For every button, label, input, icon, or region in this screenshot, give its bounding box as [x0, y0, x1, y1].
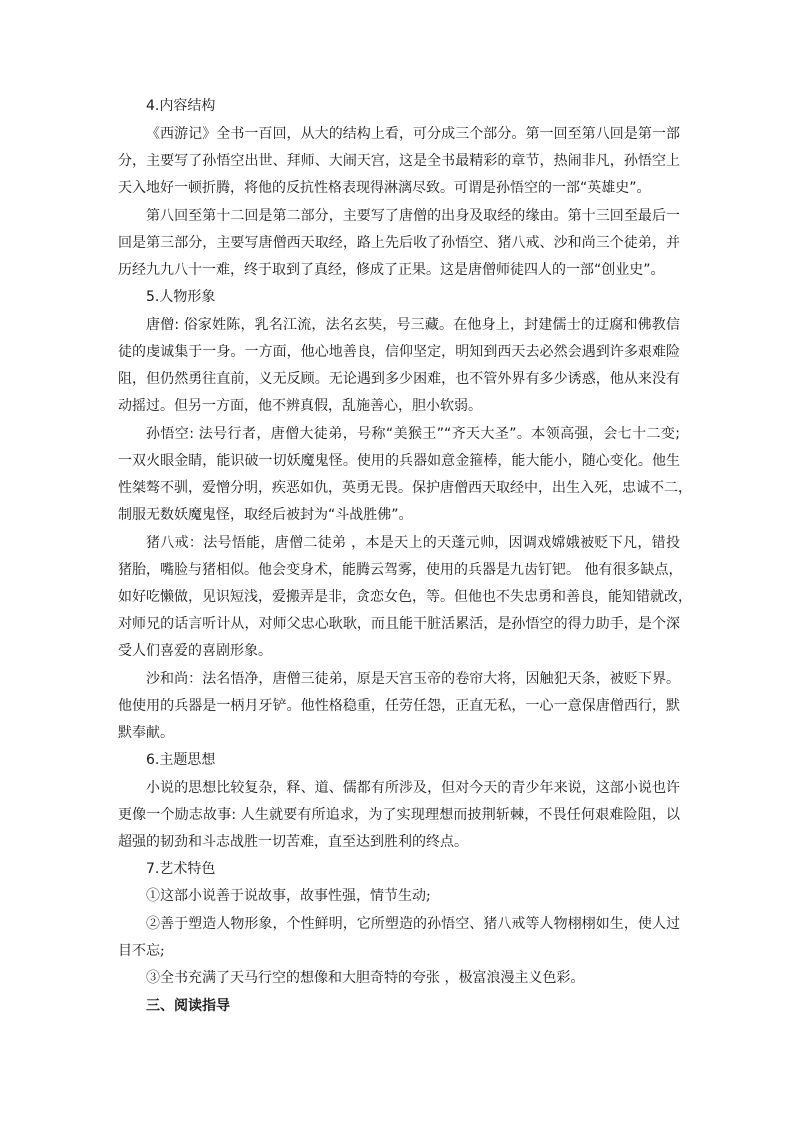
- section-heading-artistic-features: 7.艺术特色: [146, 861, 216, 877]
- paragraph-line: 更像一个励志故事: 人生就要有所追求，为了实现理想而披荆斩棘，不畏任何艰难险阻，以: [118, 807, 680, 823]
- paragraph-line: 对师兄的话言听计从，对师父忠心耿耿，而且能干脏活累活，是孙悟空的得力助手，是个深: [118, 616, 680, 632]
- paragraph-line: 他使用的兵器是一柄月牙铲。他性格稳重，任劳任怨，正直无私，一心一意保唐僧西行，默: [118, 698, 680, 714]
- paragraph-line: 孙悟空: 法号行者，唐僧大徒弟，号称“美猴王”“齐天大圣”。本领高强，会七十二变;: [146, 426, 680, 442]
- section-heading-reading-guide: 三、阅读指导: [146, 998, 230, 1014]
- paragraph-line: 一双火眼金睛，能识破一切妖魔鬼怪。使用的兵器如意金箍棒，能大能小，随心变化。他生: [118, 453, 680, 469]
- list-item-1: ①这部小说善于说故事，故事性强，情节生动;: [146, 888, 431, 904]
- section-heading-content-structure: 4.内容结构: [146, 98, 216, 114]
- paragraph-line: 徒的虔诚集于一身。一方面，他心地善良，信仰坚定，明知到西天去必然会遇到许多艰难险: [118, 344, 680, 360]
- paragraph-line: 超强的韧劲和斗志战胜一切苦难，直至达到胜利的终点。: [118, 834, 468, 850]
- list-item-2-continued: 目不忘;: [118, 943, 165, 959]
- paragraph-line: 《西游记》全书一百回，从大的结构上看，可分成三个部分。第一回至第八回是第一部: [146, 126, 680, 142]
- paragraph-line: 动摇过。但另一方面，他不辨真假，乱施善心，胆小软弱。: [118, 398, 482, 414]
- paragraph-line: 制服无数妖魔鬼怪，取经后被封为“斗战胜佛”。: [118, 507, 413, 523]
- paragraph-line: 猪胎，嘴脸与猪相似。他会变身术，能腾云驾雾，使用的兵器是九齿钉钯。 他有很多缺点，: [118, 562, 683, 578]
- paragraph-line: 性桀骜不驯，爱憎分明，疾恶如仇，英勇无畏。保护唐僧西天取经中，出生入死，忠诚不二，: [118, 480, 692, 496]
- section-heading-characters: 5.人物形象: [146, 289, 216, 305]
- section-heading-theme: 6.主题思想: [146, 752, 216, 768]
- paragraph-line: 回是第三部分，主要写唐僧西天取经，路上先后收了孙悟空、猪八戒、沙和尚三个徒弟，并: [118, 235, 680, 251]
- paragraph-line: 分，主要写了孙悟空出世、拜师、大闹天宫，这是全书最精彩的章节，热闹非凡，孙悟空上: [118, 153, 680, 169]
- paragraph-line: 沙和尚：法名悟净，唐僧三徒弟，原是天宫玉帝的卷帘大将，因触犯天条，被贬下界。: [146, 671, 680, 687]
- paragraph-line: 小说的思想比较复杂，释、道、儒都有所涉及，但对今天的青少年来说，这部小说也许: [146, 780, 680, 796]
- list-item-2: ②善于塑造人物形象，个性鲜明，它所塑造的孙悟空、猪八戒等人物栩栩如生，使人过: [146, 916, 680, 932]
- paragraph-line: 阻，但仍然勇往直前，义无反顾。无论遇到多少困难，也不管外界有多少诱惑，他从来没有: [118, 371, 680, 387]
- paragraph-line: 唐僧: 俗家姓陈，乳名江流，法名玄奘，号三藏。在他身上，封建儒士的迂腐和佛教信: [146, 317, 680, 333]
- paragraph-line: 如好吃懒做，见识短浅，爱搬弄是非，贪恋女色，等。但他也不失忠勇和善良，能知错就改，: [118, 589, 692, 605]
- paragraph-line: 历经九九八十一难，终于取到了真经，修成了正果。这是唐僧师徒四人的一部“创业史”。: [118, 262, 665, 278]
- paragraph-line: 天入地好一顿折腾，将他的反抗性格表现得淋漓尽致。可谓是孙悟空的一部“英雄史”。: [118, 180, 651, 196]
- paragraph-line: 猪八戒：法号悟能，唐僧二徒弟 ，本是天上的天蓬元帅，因调戏嫦娥被贬下凡，错投: [146, 535, 680, 551]
- paragraph-line: 默奉献。: [118, 725, 174, 741]
- list-item-3: ③全书充满了天马行空的想像和大胆奇特的夸张 ，极富浪漫主义色彩。: [146, 970, 585, 986]
- paragraph-line: 受人们喜爱的喜剧形象。: [118, 643, 272, 659]
- paragraph-line: 第八回至第十二回是第二部分，主要写了唐僧的出身及取经的缘由。第十三回至最后一: [146, 208, 680, 224]
